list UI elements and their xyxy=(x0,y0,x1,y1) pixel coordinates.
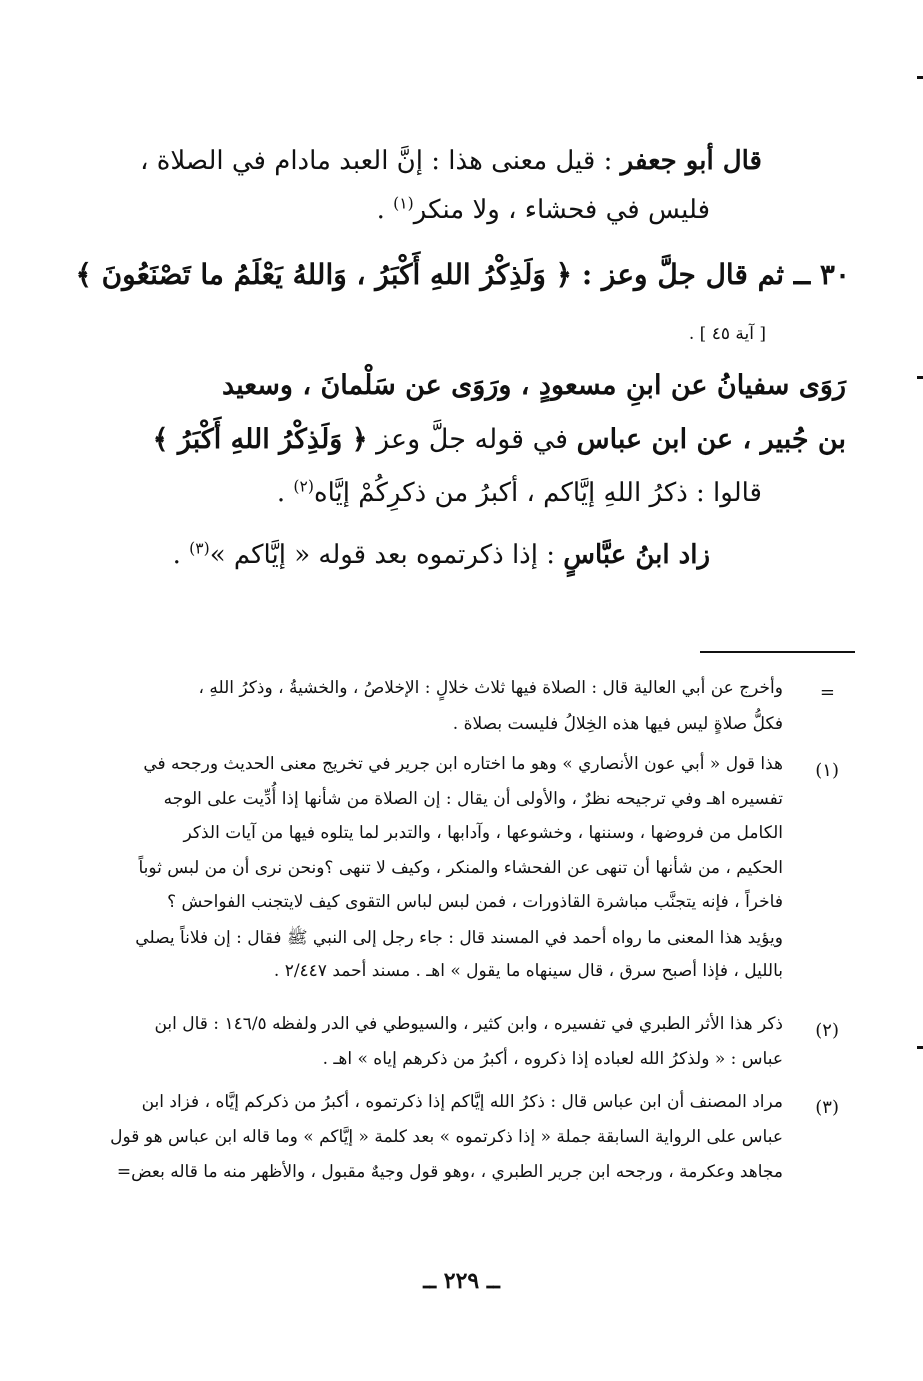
margin-mark xyxy=(917,1046,923,1049)
footnote-ref-2: (٢) xyxy=(293,477,314,496)
ayah-reference: [ آية ٤٥ ] . xyxy=(688,324,766,344)
para1-text: : قيل معنى هذا : إنَّ العبد مادام في الصلاة ، xyxy=(140,146,613,176)
para3-text: : إذا ذكرتموه بعد قوله « إيَّاكم » xyxy=(209,540,564,570)
quran-verse: ﴿ وَلَذِكْرُ اللهِ أَكْبَرُ ﴾ xyxy=(152,424,368,455)
footnote-line: بالليل ، فإذا أصبح سرق ، قال سينهاه ما يقول » اهـ . مسند أحمد ٢/٤٤٧ . xyxy=(273,961,783,981)
section-lead: ٣٠ ــ ثم قال جلَّ وعز : xyxy=(581,258,850,291)
para2-line1: رَوَى سفيانُ عن ابنِ مسعودٍ ، ورَوَى عن سَلْمانَ ، وسعيد xyxy=(221,370,846,401)
footnote-cont-line: فكلُّ صلاةٍ ليس فيها هذه الخِلالُ فليست بصلاة . xyxy=(452,714,783,734)
para1-line2 xyxy=(377,195,710,225)
speaker-name: زاد ابنُ عبَّاسٍ xyxy=(563,540,710,570)
footnote-line: هذا قول « أبي عون الأنصاري » وهو ما اختاره ابن جرير في تخريج معنى الحديث ورجحه في xyxy=(143,754,783,774)
footnote-line: مجاهد وعكرمة ، ورجحه ابن جرير الطبري ، ،وهو قول وجيهٌ مقبول ، والأظهر منه ما قاله بعض= xyxy=(116,1162,783,1182)
margin-mark xyxy=(917,76,923,79)
footnote-2-number: (٢) xyxy=(815,1020,839,1041)
continuation-marker: = xyxy=(819,682,835,703)
para3-line xyxy=(173,540,710,570)
footnote-ref-1: (١) xyxy=(393,194,414,213)
para1-text2: فليس في فحشاء ، ولا منكر xyxy=(413,195,710,225)
footnote-ref-3: (٣) xyxy=(189,539,210,558)
footnote-line: عباس على الرواية السابقة جملة « إذا ذكرتموه » بعد كلمة « إيَّاكم » وما قاله ابن عباس هو قول xyxy=(110,1127,783,1147)
page-number: ــ ٢٢٩ ــ xyxy=(423,1268,500,1294)
footnote-line: الكامل من فروضها ، وسننها ، وخشوعها ، وآدابها ، والتدبر لما يتلوه فيها من آيات الذكر xyxy=(183,823,783,843)
footnote-3-number: (٣) xyxy=(815,1097,839,1118)
footnote-line: عباس : « ولذكرُ الله لعباده إذا ذكروه ، أكبرُ من ذكرهم إياه » اهـ . xyxy=(322,1049,783,1069)
speaker-name: قال أبو جعفر xyxy=(620,146,762,176)
footnote-line: ذكر هذا الأثر الطبري في تفسيره ، وابن كثير ، والسيوطي في الدر ولفظه ١٤٦/٥ : قال ابن xyxy=(154,1014,783,1034)
section-30-heading xyxy=(75,258,850,291)
footnote-1-number: (١) xyxy=(815,760,839,781)
footnote-line: مراد المصنف أن ابن عباس قال : ذكرُ الله إيَّاكم إذا ذكرتموه ، أكبرُ من ذكركم إيَّاه ، فزاد ابن xyxy=(141,1092,783,1112)
quran-verse: ﴿ وَلَذِكْرُ اللهِ أَكْبَرُ ، وَاللهُ يَعْلَمُ ما تَصْنَعُونَ ﴾ xyxy=(75,258,573,291)
para1-line1 xyxy=(140,146,762,176)
para3-end: . xyxy=(172,540,190,570)
para2-line3 xyxy=(277,478,762,508)
para2-end: . xyxy=(276,478,294,508)
para1-end: . xyxy=(376,195,394,225)
narrator-names: بن جُبير ، عن ابن عباس xyxy=(576,424,846,455)
para2-text: في قوله جلَّ وعز xyxy=(367,424,577,455)
para2-line2 xyxy=(153,424,846,455)
footnote-line: فاخراً ، فإنه يتجنَّب مباشرة القاذورات ، فمن لبس لباس التقوى كيف لايتجنب الفواحش ؟ xyxy=(167,892,783,912)
footnote-line: تفسيره اهـ وفي ترجيحه نظرٌ ، والأولى أن يقال : إن الصلاة من شأنها إذا أُدِّيت على الوجه xyxy=(163,788,783,809)
footnote-line: ويؤيد هذا المعنى ما رواه أحمد في المسند قال : جاء رجل إلى النبي ﷺ فقال : إن فلاناً يصلي xyxy=(135,927,783,948)
footnote-divider xyxy=(700,651,855,653)
footnote-line: الحكيم ، من شأنها أن تنهى عن الفحشاء والمنكر ، وكيف لا تنهى ؟ونحن نرى أن من لبس ثوباً xyxy=(138,857,783,878)
footnote-cont-line: وأخرج عن أبي العالية قال : الصلاة فيها ثلاث خلالٍ : الإخلاصُ ، والخشيةُ ، وذكرُ اللهِ ، xyxy=(198,678,783,698)
para2-text3: قالوا : ذكرُ اللهِ إيَّاكم ، أكبرُ من ذكرِكُمْ إيَّاه xyxy=(313,478,762,508)
margin-mark xyxy=(917,376,923,379)
